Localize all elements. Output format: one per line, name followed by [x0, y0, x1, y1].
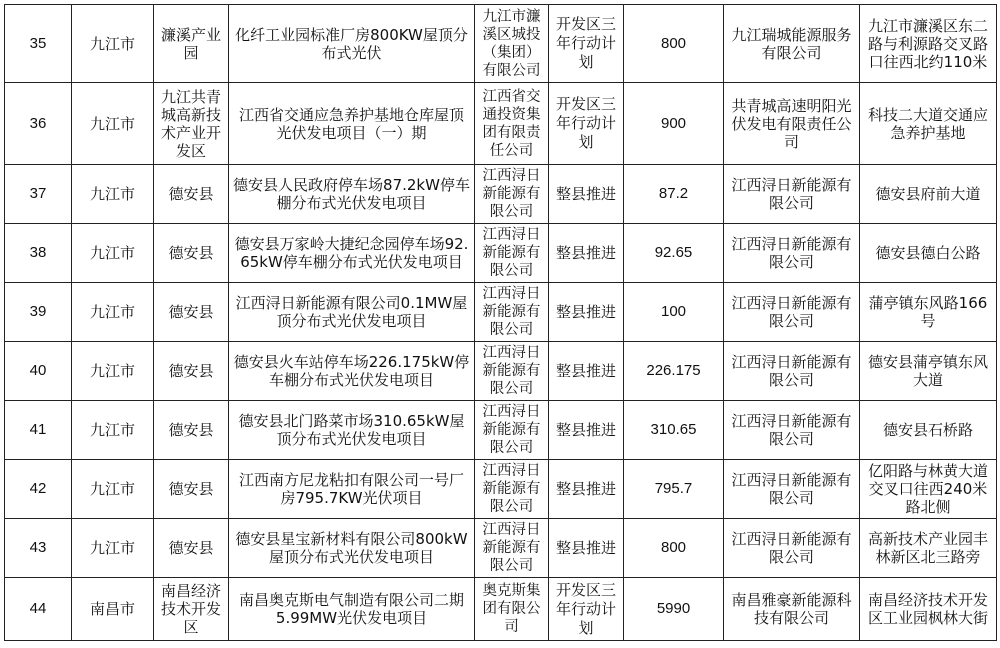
row-number: 35: [5, 5, 72, 83]
type-cell: 整县推进: [549, 283, 624, 342]
city-cell: 九江市: [72, 460, 154, 519]
table-row: [5, 165, 997, 224]
type-cell: 开发区三年行动计划: [549, 83, 624, 165]
developer-cell: 江西浔日新能源有限公司: [724, 519, 860, 578]
location-cell: 南昌经济技术开发区工业园枫林大街: [860, 578, 997, 641]
project-name-cell: 德安县火车站停车场226.175kW停车棚分布式光伏发电项目: [229, 342, 475, 401]
district-cell: 濂溪产业园: [154, 5, 229, 83]
city-cell: 南昌市: [72, 578, 154, 641]
developer-cell: 江西浔日新能源有限公司: [724, 401, 860, 460]
developer-cell: 九江瑞城能源服务有限公司: [724, 5, 860, 83]
owner-cell: 江西浔日新能源有限公司: [475, 460, 549, 519]
location-cell: 德安县府前大道: [860, 165, 997, 224]
project-name-cell: 化纤工业园标准厂房800KW屋顶分布式光伏: [229, 5, 475, 83]
project-name-cell: 江西省交通应急养护基地仓库屋顶光伏发电项目（一）期: [229, 83, 475, 165]
owner-cell: 江西浔日新能源有限公司: [475, 165, 549, 224]
location-cell: 亿阳路与林黄大道交叉口往西240米路北侧: [860, 460, 997, 519]
owner-cell: 江西浔日新能源有限公司: [475, 283, 549, 342]
owner-cell: 江西浔日新能源有限公司: [475, 401, 549, 460]
owner-cell: 江西省交通投资集团有限责任公司: [475, 83, 549, 165]
district-cell: 九江共青城高新技术产业开发区: [154, 83, 229, 165]
row-number: 44: [5, 578, 72, 641]
row-number: 37: [5, 165, 72, 224]
row-number: 39: [5, 283, 72, 342]
project-name-cell: 德安县万家岭大捷纪念园停车场92.65kW停车棚分布式光伏发电项目: [229, 224, 475, 283]
developer-cell: 共青城高速明阳光伏发电有限责任公司: [724, 83, 860, 165]
capacity-cell: 226.175: [624, 342, 724, 401]
developer-cell: 江西浔日新能源有限公司: [724, 460, 860, 519]
type-cell: 整县推进: [549, 519, 624, 578]
capacity-cell: 800: [624, 519, 724, 578]
capacity-cell: 800: [624, 5, 724, 83]
capacity-cell: 87.2: [624, 165, 724, 224]
row-number: 42: [5, 460, 72, 519]
table-row: [5, 519, 997, 578]
city-cell: 九江市: [72, 342, 154, 401]
owner-cell: 奥克斯集团有限公司: [475, 578, 549, 641]
type-cell: 整县推进: [549, 401, 624, 460]
project-name-cell: 江西浔日新能源有限公司0.1MW屋顶分布式光伏发电项目: [229, 283, 475, 342]
owner-cell: 江西浔日新能源有限公司: [475, 342, 549, 401]
row-number: 36: [5, 83, 72, 165]
district-cell: 德安县: [154, 460, 229, 519]
district-cell: 德安县: [154, 519, 229, 578]
row-number: 43: [5, 519, 72, 578]
district-cell: 南昌经济技术开发区: [154, 578, 229, 641]
district-cell: 德安县: [154, 342, 229, 401]
location-cell: 科技二大道交通应急养护基地: [860, 83, 997, 165]
city-cell: 九江市: [72, 224, 154, 283]
location-cell: 德安县德白公路: [860, 224, 997, 283]
capacity-cell: 900: [624, 83, 724, 165]
table-row: [5, 224, 997, 283]
table-row: [5, 460, 997, 519]
district-cell: 德安县: [154, 401, 229, 460]
row-number: 41: [5, 401, 72, 460]
developer-cell: 江西浔日新能源有限公司: [724, 342, 860, 401]
capacity-cell: 92.65: [624, 224, 724, 283]
owner-cell: 江西浔日新能源有限公司: [475, 519, 549, 578]
row-number: 40: [5, 342, 72, 401]
type-cell: 整县推进: [549, 460, 624, 519]
location-cell: 九江市濂溪区东二路与利源路交叉路口往西北约110米: [860, 5, 997, 83]
city-cell: 九江市: [72, 401, 154, 460]
type-cell: 整县推进: [549, 165, 624, 224]
capacity-cell: 100: [624, 283, 724, 342]
type-cell: 整县推进: [549, 224, 624, 283]
location-cell: 高新技术产业园丰林新区北三路旁: [860, 519, 997, 578]
type-cell: 开发区三年行动计划: [549, 578, 624, 641]
city-cell: 九江市: [72, 83, 154, 165]
city-cell: 九江市: [72, 5, 154, 83]
row-number: 38: [5, 224, 72, 283]
table-row: [5, 283, 997, 342]
project-name-cell: 南昌奥克斯电气制造有限公司二期5.99MW光伏发电项目: [229, 578, 475, 641]
table-body: [5, 5, 997, 641]
location-cell: 德安县石桥路: [860, 401, 997, 460]
developer-cell: 江西浔日新能源有限公司: [724, 283, 860, 342]
developer-cell: 江西浔日新能源有限公司: [724, 224, 860, 283]
city-cell: 九江市: [72, 165, 154, 224]
city-cell: 九江市: [72, 519, 154, 578]
table-row: [5, 401, 997, 460]
project-table: [4, 4, 997, 641]
table-row: [5, 5, 997, 83]
city-cell: 九江市: [72, 283, 154, 342]
owner-cell: 九江市濂溪区城投（集团）有限公司: [475, 5, 549, 83]
capacity-cell: 310.65: [624, 401, 724, 460]
developer-cell: 江西浔日新能源有限公司: [724, 165, 860, 224]
table-row: [5, 83, 997, 165]
project-name-cell: 江西南方尼龙粘扣有限公司一号厂房795.7KW光伏项目: [229, 460, 475, 519]
table-row: [5, 578, 997, 641]
project-name-cell: 德安县北门路菜市场310.65kW屋顶分布式光伏发电项目: [229, 401, 475, 460]
owner-cell: 江西浔日新能源有限公司: [475, 224, 549, 283]
district-cell: 德安县: [154, 224, 229, 283]
table-row: [5, 342, 997, 401]
type-cell: 整县推进: [549, 342, 624, 401]
location-cell: 蒲亭镇东风路166号: [860, 283, 997, 342]
capacity-cell: 795.7: [624, 460, 724, 519]
project-name-cell: 德安县星宝新材料有限公司800kW屋顶分布式光伏发电项目: [229, 519, 475, 578]
district-cell: 德安县: [154, 165, 229, 224]
location-cell: 德安县蒲亭镇东风大道: [860, 342, 997, 401]
developer-cell: 南昌雅豪新能源科技有限公司: [724, 578, 860, 641]
capacity-cell: 5990: [624, 578, 724, 641]
type-cell: 开发区三年行动计划: [549, 5, 624, 83]
district-cell: 德安县: [154, 283, 229, 342]
project-name-cell: 德安县人民政府停车场87.2kW停车棚分布式光伏发电项目: [229, 165, 475, 224]
